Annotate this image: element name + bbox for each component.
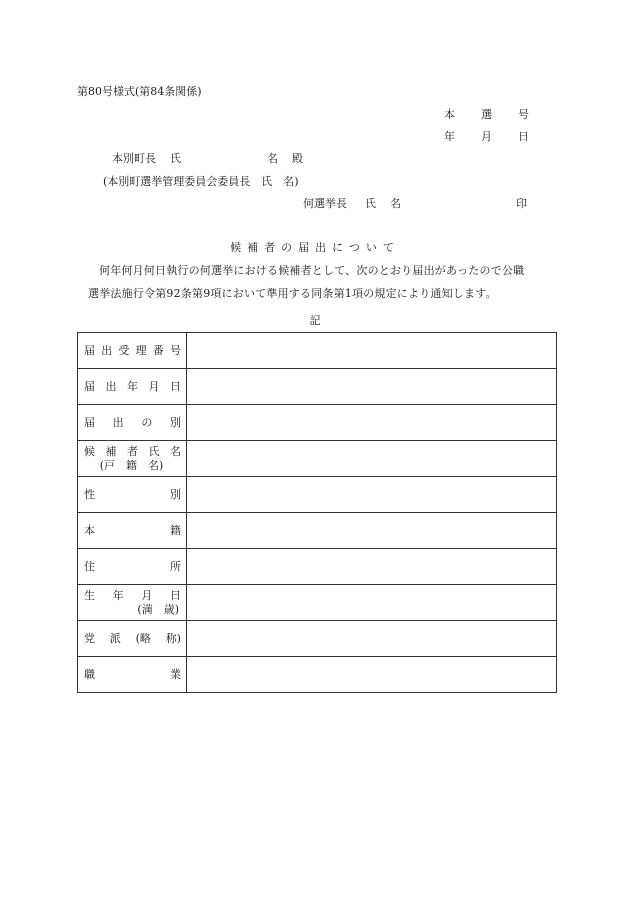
document-number-line <box>444 108 529 122</box>
occupation-value-cell[interactable] <box>187 657 557 693</box>
row-label: 性 別 <box>84 487 181 501</box>
table-row <box>78 585 557 621</box>
row-label-cell <box>78 513 187 549</box>
row-label-cell <box>78 621 187 657</box>
ki-heading: 記 <box>309 314 321 327</box>
document-title: 候補者の届出について <box>230 241 400 254</box>
body-text-line-2: 選挙法施行令第92条第9項において準用する同条第1項の規定により通知します。 <box>88 287 497 300</box>
sender-line <box>303 197 401 211</box>
addressee-line <box>112 152 303 166</box>
date-day: 日 <box>518 130 529 143</box>
row-label: 候 補 者 氏 名 (戸 籍 名) <box>84 444 181 472</box>
row-label-cell <box>78 585 187 621</box>
receipt-number-value-cell[interactable] <box>187 333 557 369</box>
date-month: 月 <box>481 130 492 143</box>
row-label-cell <box>78 549 187 585</box>
row-label-cell <box>78 333 187 369</box>
table-row <box>78 369 557 405</box>
addressee-shi: 氏 <box>170 152 181 165</box>
addressee-dono: 殿 <box>292 152 303 165</box>
sex-value-cell[interactable] <box>187 477 557 513</box>
date-line <box>444 130 529 144</box>
number-suffix: 号 <box>518 108 529 121</box>
row-label-cell <box>78 477 187 513</box>
row-label: 生 年 月 日 (満 歳) <box>84 588 181 616</box>
table-row <box>78 333 557 369</box>
row-label: 職 業 <box>84 667 181 681</box>
table-row <box>78 549 557 585</box>
table-row <box>78 441 557 477</box>
seal-mark: 印 <box>516 197 527 210</box>
date-year: 年 <box>444 130 455 143</box>
row-label-cell <box>78 405 187 441</box>
table-row <box>78 513 557 549</box>
addressee-alt-line: (本別町選挙管理委員会委員長 氏 名) <box>103 175 299 188</box>
number-election: 選 <box>481 108 492 121</box>
row-label-cell <box>78 369 187 405</box>
sender-title: 何選挙長 <box>303 197 347 210</box>
row-label: 届 出 年 月 日 <box>84 379 181 393</box>
sender-shi: 氏 <box>365 197 376 210</box>
table-row <box>78 405 557 441</box>
row-label: 住 所 <box>84 559 181 573</box>
table-row <box>78 621 557 657</box>
sender-mei: 名 <box>390 197 401 210</box>
form-number: 第80号様式(第84条関係) <box>77 85 202 98</box>
row-label: 届 出 受 理 番 号 <box>84 343 181 357</box>
row-label: 本 籍 <box>84 523 181 537</box>
row-label-cell <box>78 441 187 477</box>
row-label: 党 派 (略 称) <box>84 631 181 645</box>
address-value-cell[interactable] <box>187 549 557 585</box>
number-prefix: 本 <box>444 108 455 121</box>
row-label: 届 出 の 別 <box>84 415 181 429</box>
candidate-name-value-cell[interactable] <box>187 441 557 477</box>
row-label-cell <box>78 657 187 693</box>
domicile-value-cell[interactable] <box>187 513 557 549</box>
addressee-title: 本別町長 <box>112 152 156 165</box>
body-text-line-1: 何年何月何日執行の何選挙における候補者として、次のとおり届出があったので公職 <box>99 264 525 277</box>
addressee-mei: 名 <box>267 152 278 165</box>
table-row <box>78 657 557 693</box>
filing-type-value-cell[interactable] <box>187 405 557 441</box>
birthdate-value-cell[interactable] <box>187 585 557 621</box>
party-value-cell[interactable] <box>187 621 557 657</box>
table-row <box>78 477 557 513</box>
notification-table <box>77 332 557 693</box>
filing-date-value-cell[interactable] <box>187 369 557 405</box>
